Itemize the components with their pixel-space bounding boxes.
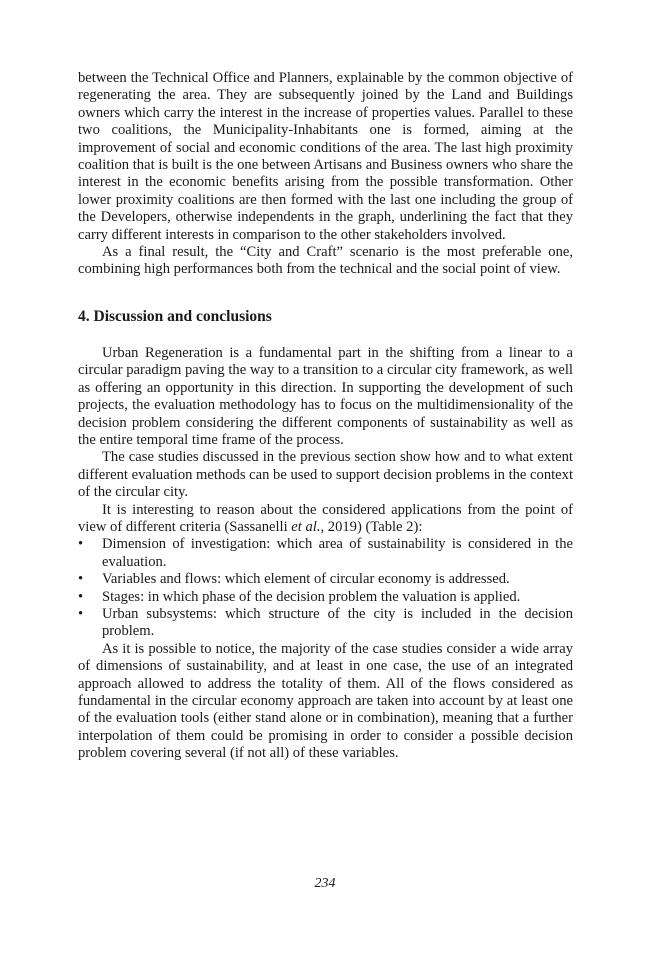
bullet-icon: •	[78, 605, 84, 622]
list-item	[78, 536, 573, 571]
bullet-icon: •	[78, 571, 84, 588]
list-item	[78, 606, 573, 641]
criteria-intro-after: , 2019) (Table 2):	[320, 518, 423, 535]
paragraph-coalitions: between the Technical Office and Planners, explainable by the common objective of regenerating the area. They are subsequently joined by the Land and Buildings owners which carry the interest in the increase of properties values. Parallel to these two coalitions, the Municipality-Inhabitants one is formed, aiming at the improvement of social and economic conditions of the area. The last high proximity coalition that is built is the one between Artisans and Business owners who share the interest in the economic benefits arising from the possible transformation. Other lower proximity coalitions are then formed with the last one including the group of the Developers, otherwise independents in the graph, underlining the fact that they carry different interests in comparison to the other stakeholders involved.	[78, 70, 573, 243]
section-heading: 4. Discussion and conclusions	[78, 307, 272, 325]
spacer	[78, 279, 573, 308]
page-number: 234	[314, 876, 336, 891]
bullet-icon: •	[78, 588, 84, 605]
bullet-icon: •	[78, 536, 84, 553]
paragraph-case-studies: The case studies discussed in the previous section show how and to what extent different evaluation methods can be used to support decision problems in the context of the circular city.	[78, 449, 573, 501]
citation-etal: et al.	[291, 518, 321, 535]
paragraph-criteria-intro	[78, 502, 573, 537]
paragraph-final-result: As a final result, the “City and Craft” scenario is the most preferable one, combining high performances both from the technical and the social point of view.	[78, 244, 573, 278]
list-item-text: Variables and flows: which element of circular economy is addressed.	[102, 571, 510, 588]
list-item	[78, 571, 573, 588]
list-item	[78, 589, 573, 606]
paragraph-urban-regeneration: Urban Regeneration is a fundamental part in the shifting from a linear to a circular paradigm paving the way to a transition to a circular city framework, as well as offering an opportunity in this direction. In supporting the development of such projects, the evaluation methodology has to focus on the multidimensionality of the decision problem considering the different components of sustainability as well as the entire temporal time frame of the process.	[78, 344, 573, 448]
list-item-text: Stages: in which phase of the decision problem the valuation is applied.	[102, 588, 521, 605]
criteria-list	[78, 536, 573, 640]
page-body	[78, 70, 573, 763]
criteria-intro-before: It is interesting to reason about the considered applications from the point of view of different criteria (Sassanelli	[78, 501, 573, 535]
list-item-text: Urban subsystems: which structure of the city is included in the decision problem.	[102, 605, 573, 640]
paragraph-conclusion: As it is possible to notice, the majority of the case studies consider a wide array of dimensions of sustainability, and at least in one case, the use of an integrated approach allowed to address the totality of them. All of the flows considered as fundamental in the circular economy approach are taken into account by at least one of the evaluation tools (either stand alone or in combination), meaning that a further interpolation of them could be promising in order to consider a possible decision problem covering several (if not all) of these variables.	[78, 640, 573, 762]
spacer	[78, 326, 573, 345]
list-item-text: Dimension of investigation: which area of sustainability is considered in the evaluation.	[102, 536, 573, 570]
